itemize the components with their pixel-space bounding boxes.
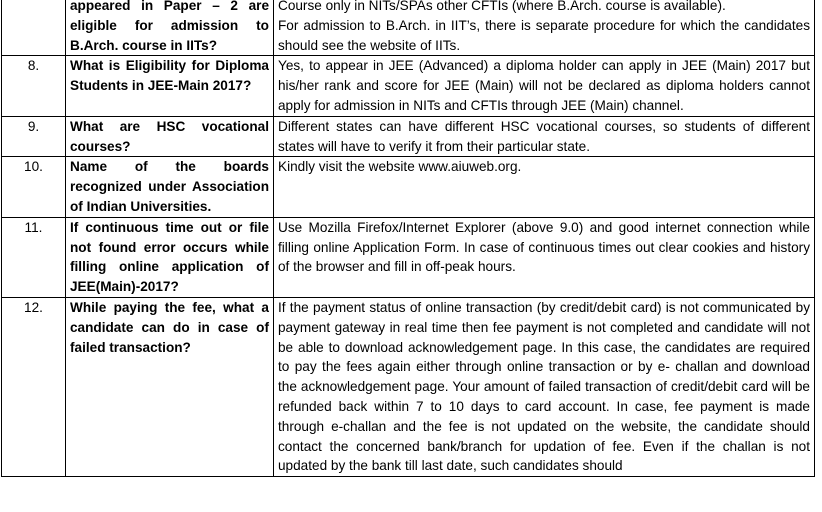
- row-number: 10.: [2, 157, 66, 217]
- answer-cell: [274, 297, 815, 476]
- table-row: [2, 0, 815, 56]
- answer-paragraph: If the payment status of online transaction (by credit/debit card) is not communicated by payment gateway in real time then fee payment is not completed and candidate will not be able to download acknowledgement page. In this case, the candidates are required to pay the fees again either through online transaction or by e- challan and download the acknowledgement page. Your amount of failed transaction of credit/debit card will be refunded back within 7 to 10 days to card account. In case, fee payment is made through e-challan and the fee is not updated on the website, the candidate should contact the concerned bank/branch for updation of fee. Even if the challan is not updated by the bank till last date, such candidates should: [278, 299, 810, 474]
- question-cell: What is Eligibility for Diploma Students in JEE-Main 2017?: [66, 56, 274, 116]
- answer-cell: [274, 116, 815, 157]
- answer-paragraph: Kindly visit the website www.aiuweb.org.: [278, 159, 522, 175]
- question-cell: Name of the boards recognized under Association of Indian Universities.: [66, 157, 274, 217]
- table-row: [2, 56, 815, 116]
- answer-paragraph: For admission to B.Arch. in IIT’s, there is separate procedure for which the candidates should see the website of IITs.: [278, 17, 810, 53]
- faq-table: [1, 0, 815, 477]
- row-number: 8.: [2, 56, 66, 116]
- row-number: 11.: [2, 217, 66, 297]
- row-number: 12.: [2, 297, 66, 476]
- answer-cell: [274, 56, 815, 116]
- answer-paragraph: Use Mozilla Firefox/Internet Explorer (above 9.0) and good internet connection while filling online Application Form. In case of continuous times out clear cookies and history of the browser and fill in off-peak hours.: [278, 219, 810, 275]
- table-row: [2, 217, 815, 297]
- answer-paragraph: Course only in NITs/SPAs other CFTIs (where B.Arch. course is available).: [278, 0, 726, 13]
- answer-paragraph: Different states can have different HSC vocational courses, so students of different states will have to verify it from their particular state.: [278, 118, 810, 154]
- row-number: 9.: [2, 116, 66, 157]
- answer-paragraph: Yes, to appear in JEE (Advanced) a diploma holder can apply in JEE (Main) 2017 but his/her rank and score for JEE (Main) will not be declared as diploma holders cannot apply for admission in NITs and CFTIs through JEE (Main) channel.: [278, 58, 810, 113]
- row-number: [2, 0, 66, 56]
- question-cell: appeared in Paper – 2 are eligible for admission to B.Arch. course in IITs?: [66, 0, 274, 56]
- faq-table-body: [2, 0, 815, 477]
- question-cell: What are HSC vocational courses?: [66, 116, 274, 157]
- table-row: [2, 116, 815, 157]
- answer-cell: [274, 217, 815, 297]
- answer-cell: [274, 0, 815, 56]
- question-cell: While paying the fee, what a candidate can do in case of failed transaction?: [66, 297, 274, 476]
- answer-cell: [274, 157, 815, 217]
- table-row: [2, 157, 815, 217]
- question-cell: If continuous time out or file not found error occurs while filling online application of JEE(Main)-2017?: [66, 217, 274, 297]
- table-row: [2, 297, 815, 476]
